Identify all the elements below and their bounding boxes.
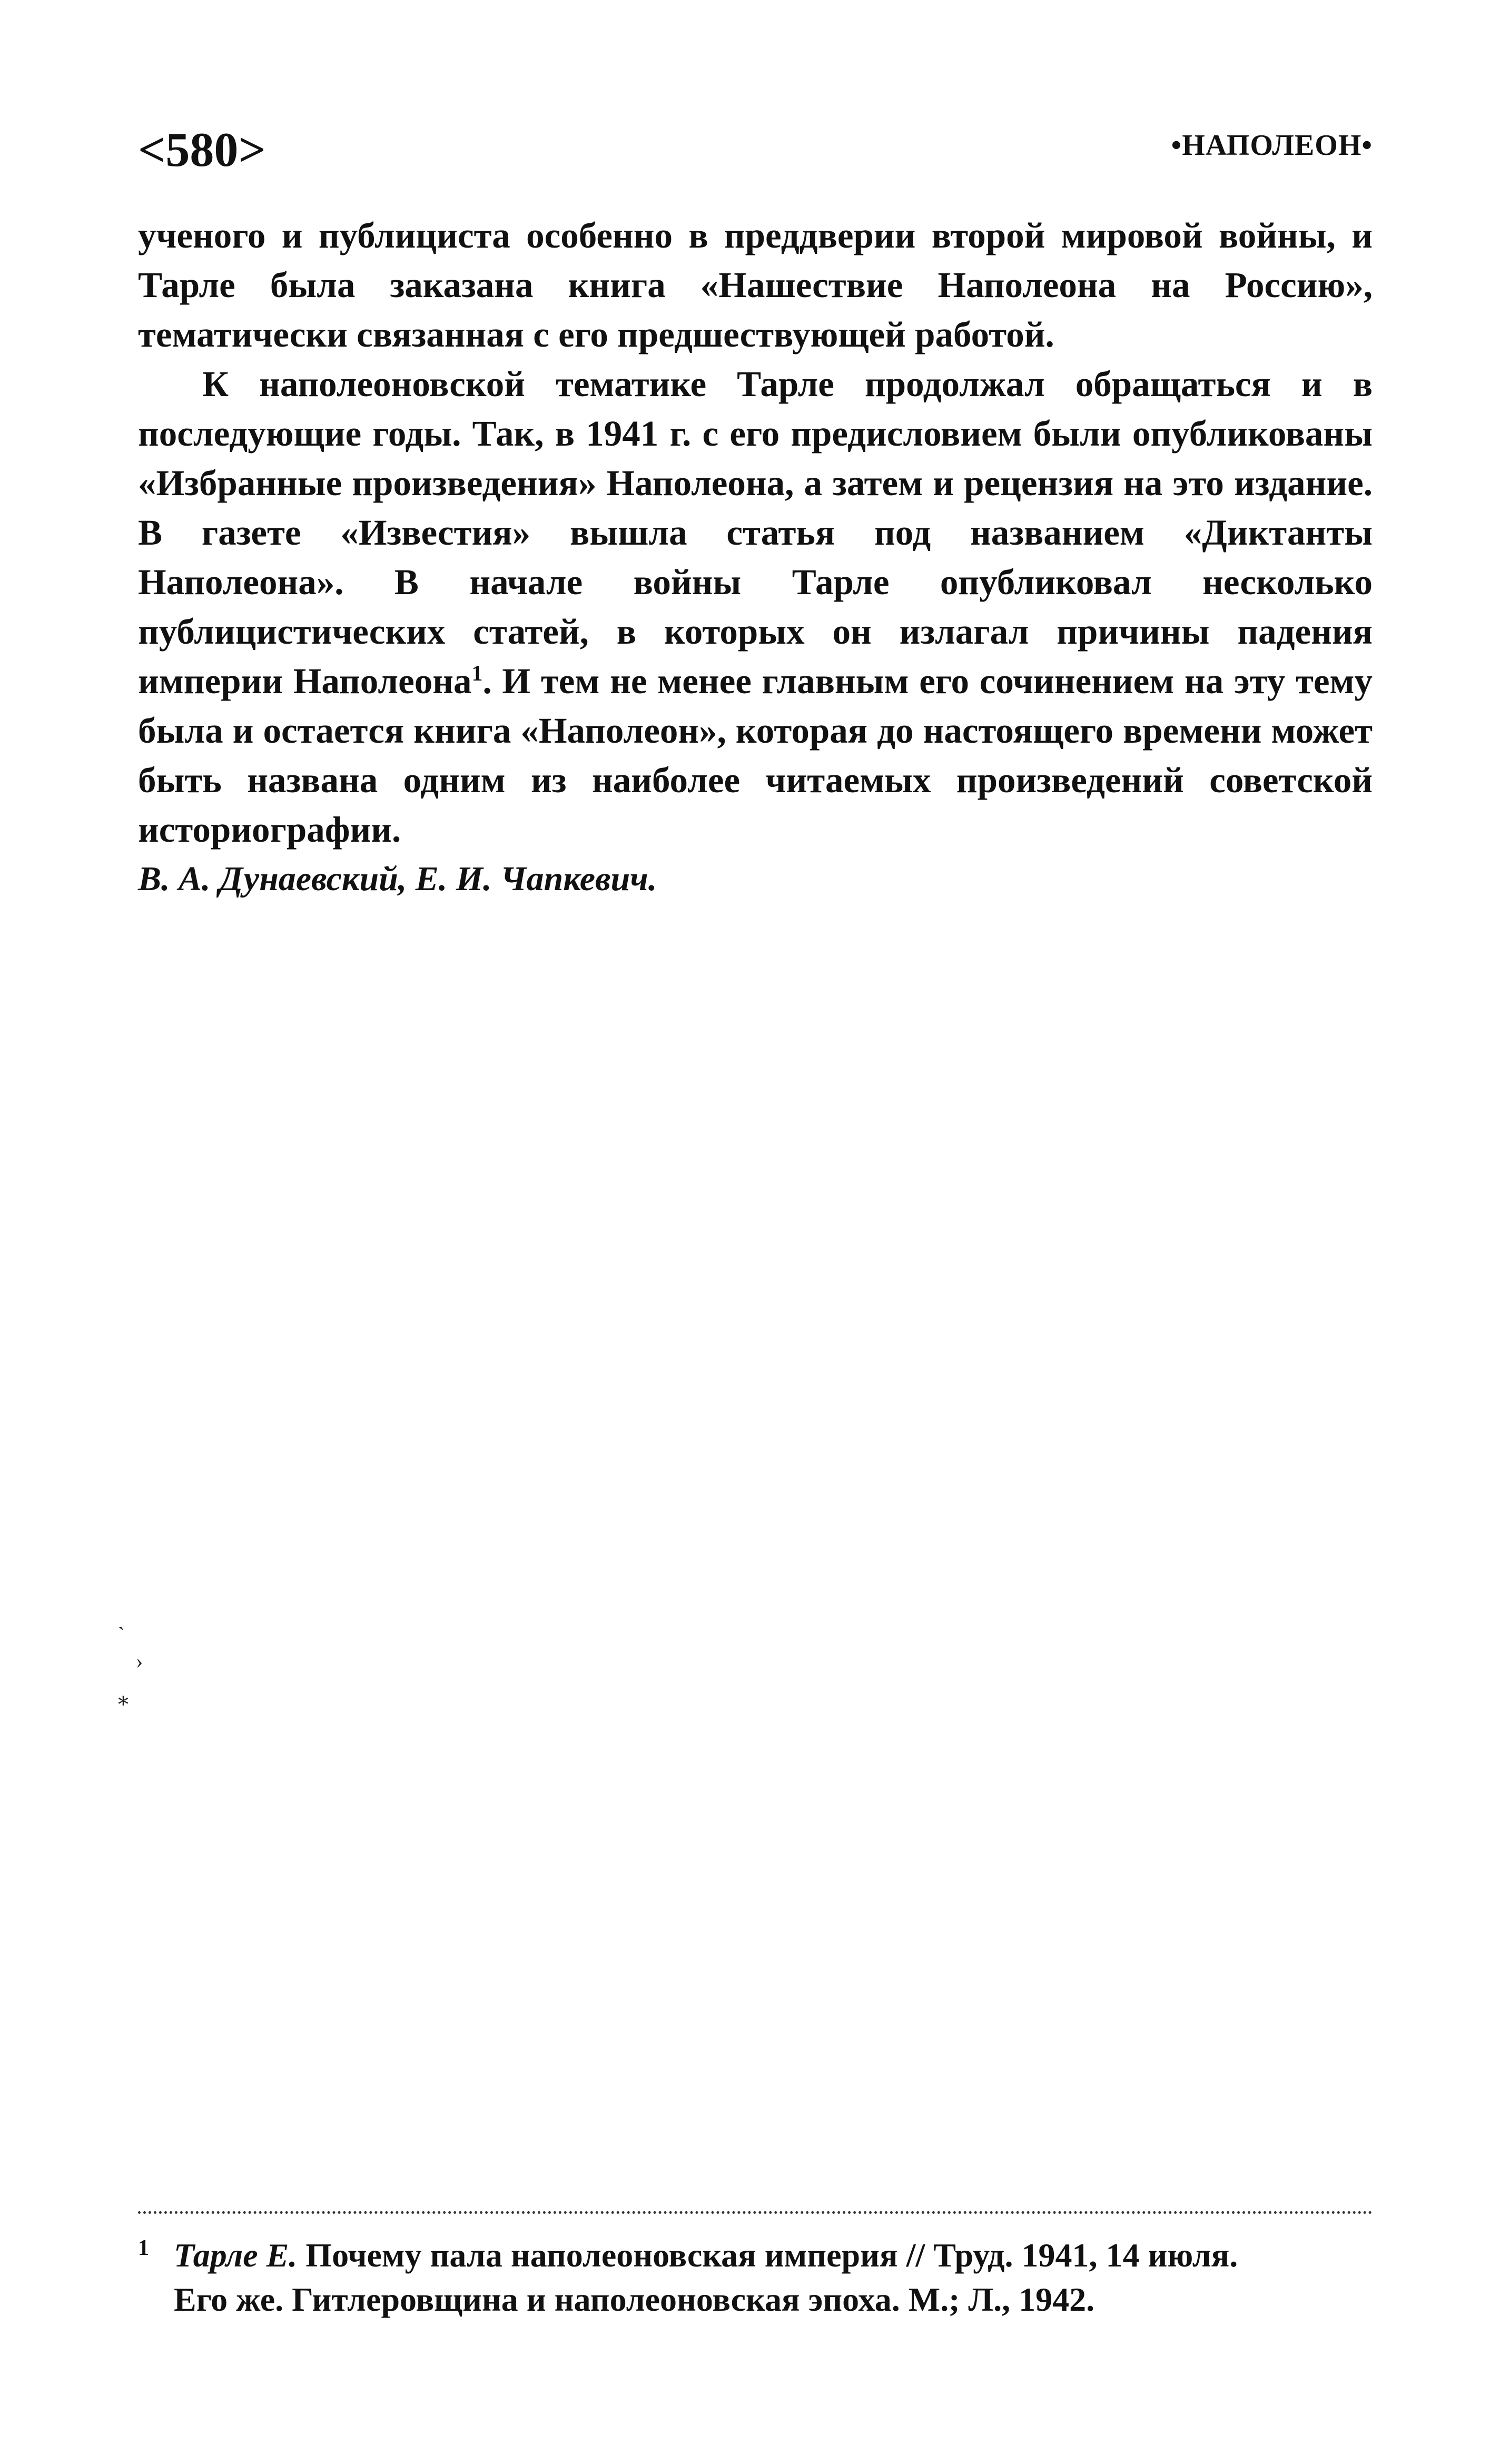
- footnote-author: Тарле Е.: [174, 2236, 298, 2274]
- running-title: •НАПОЛЕОН•: [1171, 129, 1373, 162]
- paragraph-1: ученого и публициста особенно в преддверии второй мировой войны, и Тарле была заказана книга «Нашествие Наполеона на Россию», тематически связанная с его предшествующей работой.: [138, 215, 1373, 354]
- scan-mark: ⁎: [118, 1686, 129, 1710]
- scan-mark: `: [118, 1623, 125, 1647]
- footnotes: [138, 2233, 1373, 2322]
- page-number: <580>: [138, 123, 266, 176]
- scan-mark: ›: [136, 1649, 143, 1673]
- paragraph-2: [138, 359, 1373, 854]
- footnote-separator: [138, 2211, 1373, 2214]
- footnote-citation-1: Почему пала наполеоновская империя // Труд. 1941, 14 июля.: [297, 2236, 1238, 2274]
- footnote-1: [138, 2233, 1373, 2322]
- paragraph-2-main-text: К наполеоновской тематике Тарле продолжал обращаться и в последующие годы. Так, в 1941 г. с его предисловием были опубликованы «Избранные произведения» Наполеона, а затем и рецензия на это издание. В газете «Известия» вышла статья под названием «Диктанты Наполеона». В начале войны Тарле опубликовал несколько публицистических статей, в которых он излагал причины падения империи Наполеона: [138, 364, 1373, 701]
- footnote-line-2: Его же. Гитлеровщина и наполеоновская эпоха. М.; Л., 1942.: [174, 2281, 1095, 2318]
- footnote-line-1: [174, 2233, 1373, 2278]
- main-text: [138, 211, 1373, 904]
- author-signature: В. А. Дунаевский, Е. И. Чапкевич.: [138, 860, 657, 898]
- paragraph-2-end-text: . И тем не менее главным его сочинением на эту тему была и остается книга «Наполеон», которая до настоящего времени может быть названа одним из наиболее читаемых произведений советской историографии.: [138, 661, 1373, 850]
- footnote-reference-1: 1: [471, 662, 483, 686]
- footnote-marker: 1: [138, 2236, 149, 2260]
